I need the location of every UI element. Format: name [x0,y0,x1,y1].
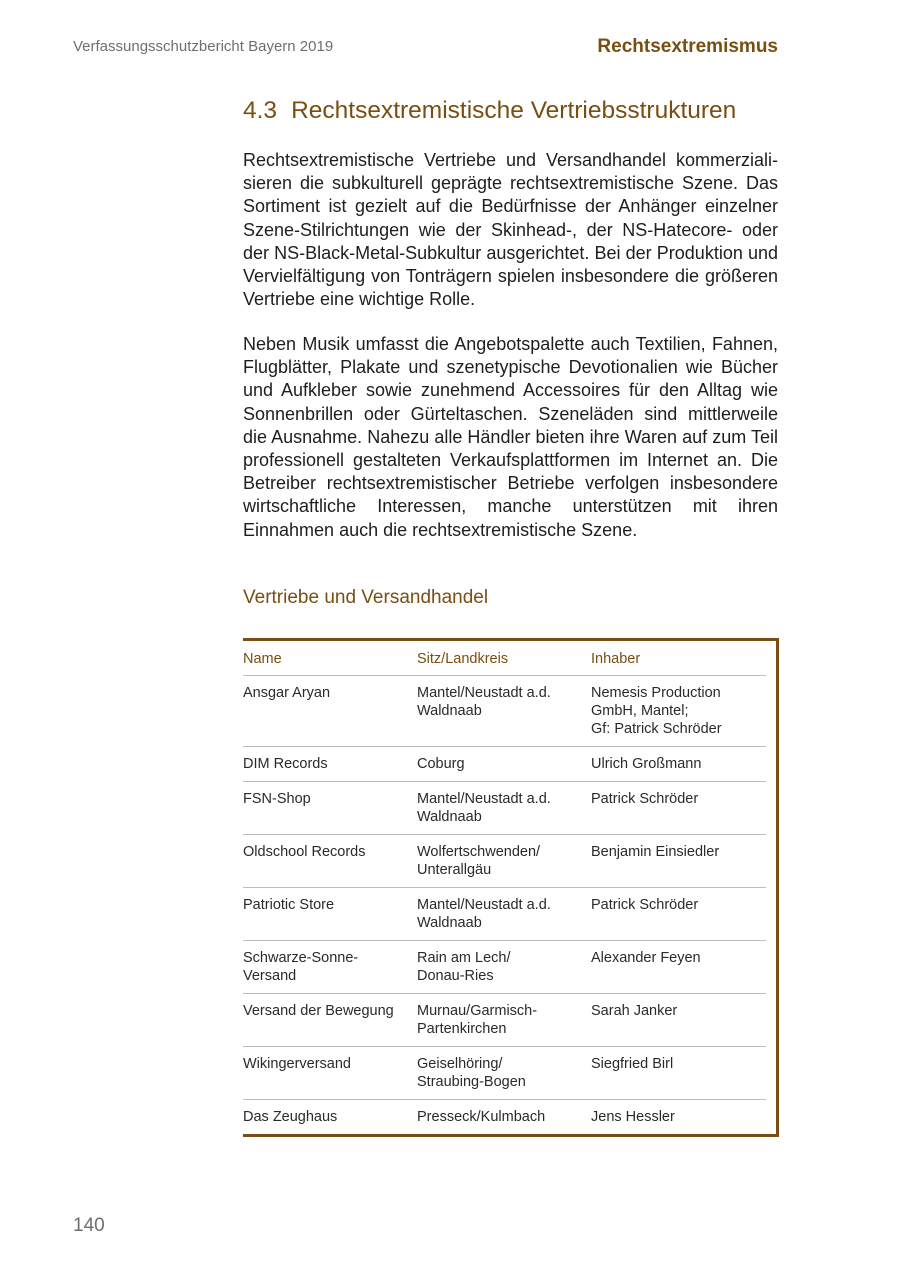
table-row [243,676,766,747]
section-heading [243,97,736,125]
cell-owner: Patrick Schröder [591,888,766,941]
cell-owner: Benjamin Einsiedler [591,835,766,888]
table-row [243,747,766,782]
table-row [243,835,766,888]
table-row [243,994,766,1047]
cell-name: Wikingerversand [243,1047,417,1100]
table-row [243,1100,766,1135]
running-head-chapter: Rechtsextremismus [597,36,778,57]
body-paragraph-1: Rechtsextremistische Vertriebe und Versandhandel kommerzialisieren die subkulturell geprägte rechtsextremistische Szene. Das Sortiment ist gezielt auf die Bedürfnisse der Anhänger einzelner Szene-Stilrichtungen wie der Skinhead-, der NS-Hatecore- oder der NS-Black-Metal-Subkultur ausgerichtet. Bei der Produktion und Vervielfältigung von Tonträgern spielen insbesondere die größeren Vertriebe eine wichtige Rolle. [243,150,778,310]
distributors-table [243,641,766,1134]
table-row [243,941,766,994]
cell-owner: Ulrich Großmann [591,747,766,782]
cell-location: Coburg [417,747,591,782]
table-header-row [243,641,766,676]
cell-location: Mantel/Neustadt a.d. Waldnaab [417,888,591,941]
body-paragraph-2: Neben Musik umfasst die Angebotspalette auch Textilien, Fahnen, Flugblätter, Plakate und szenetypische Devotionalien wie Bücher und Aufkleber sowie zunehmend Accessoires für den Alltag wie Sonnenbrillen oder Gürteltaschen. Szeneläden sind mittlerweile die Ausnahme. Nahezu alle Händler bieten ihre Waren auf zum Teil professionell gestalteten Verkaufsplattformen im Internet an. Die Betreiber rechtsextremistischer Betriebe verfolgen insbesondere wirtschaftliche Interessen, manche unterstützen mit ihren Einnahmen auch die rechtsextremistische Szene. [243,334,778,540]
cell-name: FSN-Shop [243,782,417,835]
cell-name: Das Zeughaus [243,1109,338,1125]
cell-name: Ansgar Aryan [243,676,417,747]
section-number: 4.3 [243,97,278,124]
table-row [243,782,766,835]
cell-location: Rain am Lech/ Donau-Ries [417,941,591,994]
running-head-publication: Verfassungsschutzbericht Bayern 2019 [73,38,334,55]
cell-name: DIM Records [243,747,417,782]
column-header-owner: Inhaber [591,641,766,676]
table-row [243,888,766,941]
cell-owner: Nemesis Production GmbH, Mantel; Gf: Patrick Schröder [591,676,766,747]
table-body [243,676,766,1135]
table-row [243,1047,766,1100]
cell-location: Presseck/Kulmbach [417,1109,546,1125]
cell-location: Murnau/Garmisch- Partenkirchen [417,994,591,1047]
cell-owner: Jens Hessler [591,1109,675,1125]
cell-owner: Sarah Janker [591,994,766,1047]
cell-name: Oldschool Records [243,835,417,888]
cell-owner: Siegfried Birl [591,1047,766,1100]
column-header-location: Sitz/Landkreis [417,641,591,676]
cell-location: Mantel/Neustadt a.d. Waldnaab [417,676,591,747]
cell-owner: Alexander Feyen [591,941,766,994]
section-title-text: Rechtsextremistische Vertriebsstrukturen [291,97,737,124]
cell-location: Geiselhöring/ Straubing-Bogen [417,1047,591,1100]
cell-name: Schwarze-Sonne- Versand [243,941,417,994]
cell-name: Versand der Bewegung [243,994,417,1047]
cell-location: Mantel/Neustadt a.d. Waldnaab [417,782,591,835]
cell-location: Wolfertschwenden/ Unterallgäu [417,835,591,888]
cell-name: Patriotic Store [243,888,417,941]
page-number: 140 [73,1215,105,1236]
column-header-name: Name [243,641,417,676]
distributors-table-frame [243,638,779,1137]
cell-owner: Patrick Schröder [591,782,766,835]
table-heading: Vertriebe und Versandhandel [243,587,489,608]
